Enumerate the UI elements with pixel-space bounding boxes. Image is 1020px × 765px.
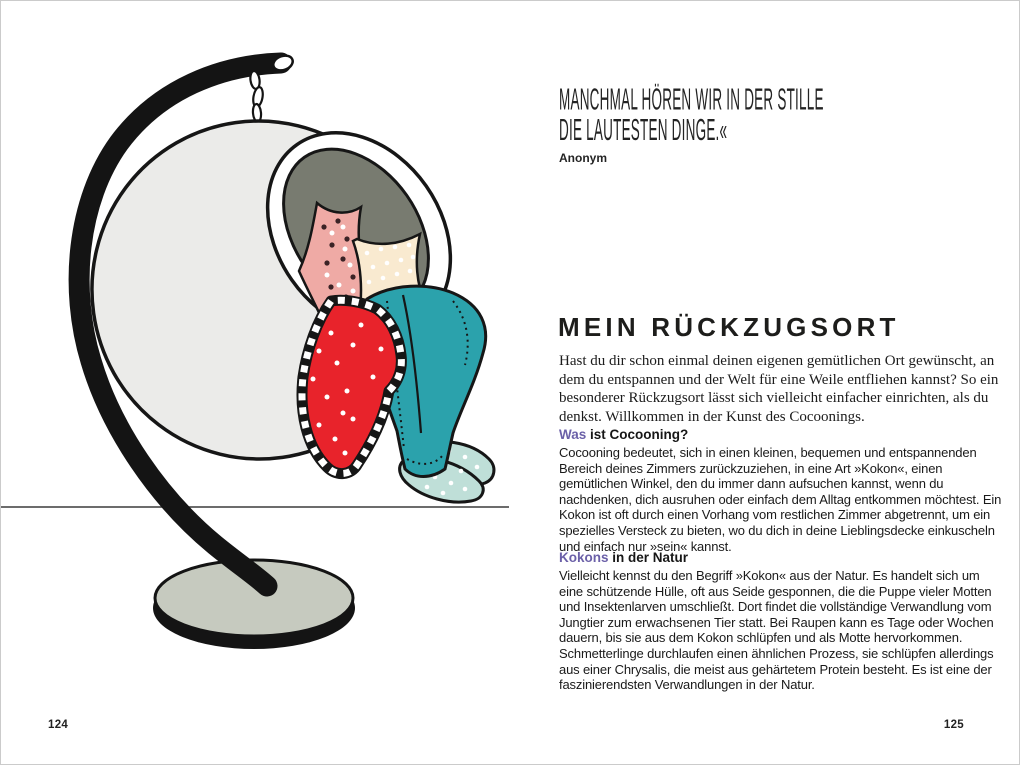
quote-line-1: MANCHMAL HÖREN WIR IN DER STILLE	[559, 82, 824, 117]
section-body: Vielleicht kennst du den Begriff »Kokon« aus der Natur. Es handelt sich um eine schützende Hülle, oft aus Seide gesponnen, die die Puppe vieler Motten und Insektenlarven umschließt. Dort findet die vollständige Verwandlung vom Jungtier zum erwachsenen Tier statt. Bei Raupen kann es Tage oder Wochen dauern, bis sie aus dem Kokon schlüpfen und als Motte hervorkommen. Schmetterlinge durchlaufen einen ähnlichen Prozess, sie schlüpfen allerdings aus einer Chrysalis, die meist aus gehärtetem Protein besteht. Es ist eine der faszinierendsten Verwandlungen in der Natur.	[559, 568, 994, 693]
chapter-quote	[559, 82, 824, 148]
page-right	[511, 1, 1019, 764]
section-title-rest: ist Cocooning?	[586, 427, 689, 442]
page-number-right: 125	[943, 719, 964, 731]
egg-chair-illustration	[1, 1, 511, 765]
section-body: Cocooning bedeutet, sich in einen kleinen, bequemen und entspannenden Bereich deines Zimmers zurückzuziehen, in eine Art »Kokon«, einen gemütlichen Winkel, den du immer dann aufsuchen kannst, wenn du nachdenken, dich ausruhen oder einfach dem Alltag entkommen möchtest. Ein Kokon ist oft durch einen Vorhang vom restlichen Zimmer abgetrennt, um ein spezielles Versteck zu bieten, wo du dich in deine Lieblingsdecke einkuscheln und einfach nur »sein« kannst.	[559, 445, 1002, 554]
section-title-rest: in der Natur	[608, 550, 689, 565]
section-was-ist-cocooning	[559, 427, 1003, 554]
page-left	[1, 1, 511, 764]
section-title	[559, 550, 1003, 565]
blanket-red	[302, 300, 401, 473]
page-number-left: 124	[48, 719, 69, 731]
section-kokons-in-der-natur	[559, 550, 1003, 693]
intro-paragraph: Hast du dir schon einmal deinen eigenen gemütlichen Ort gewünscht, an dem du entspannen und der Welt für eine Weile entfliehen kannst? So ein besonderer Rückzugsort lässt sich vielleicht einfacher einrichten, als du denkst. Willkommen in der Kunst des Cocoonings.	[559, 353, 999, 425]
section-title	[559, 427, 1003, 442]
chain-links	[249, 70, 264, 122]
page-title: MEIN RÜCKZUGSORT	[558, 312, 900, 343]
section-title-accent: Was	[559, 427, 587, 442]
quote-attribution: Anonym	[559, 151, 607, 165]
quote-line-2: DIE LAUTESTEN DINGE.«	[559, 113, 728, 148]
section-title-accent: Kokons	[559, 550, 609, 565]
